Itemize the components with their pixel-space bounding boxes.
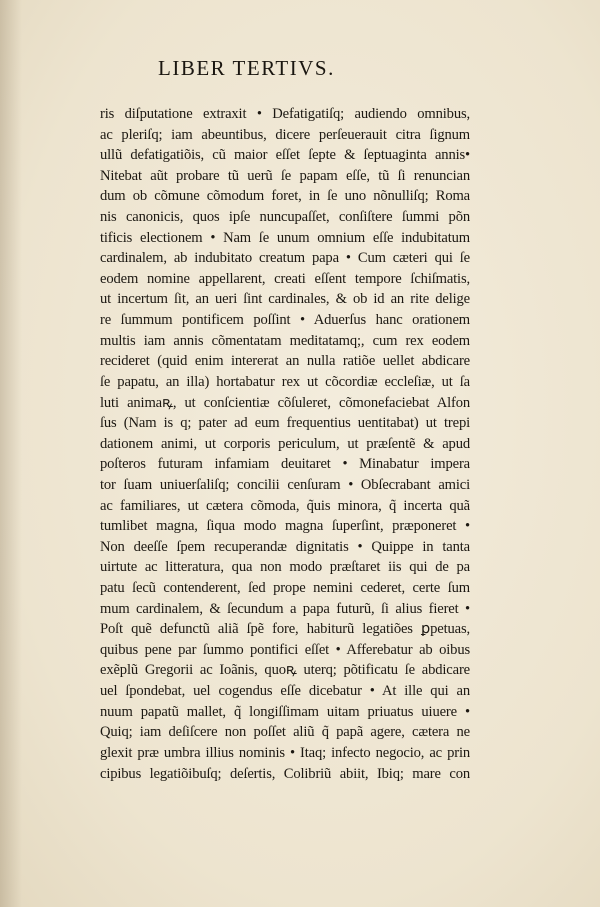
text-line: cardinalem, ab indubitato creatum papa • Cum cæteri qui ſe <box>100 250 470 267</box>
text-line: glexit præ umbra illius nominis • Itaq; infecto negocio, ac prin <box>100 744 470 761</box>
text-line: ullũ defatigatiõis, cũ maior eſſet ſepte & ſeptuaginta annis• <box>100 147 470 164</box>
text-line: tificis electionem • Nam ſe unum omnium eſſe indubitatum <box>100 229 470 246</box>
text-line: ac familiares, ut cætera cõmoda, q̃uis minora, q̃ incerta quã <box>100 497 470 514</box>
text-line: uel ſpondebat, uel cogendus eſſe dicebatur • At ille qui an <box>100 683 470 700</box>
text-line: mum cardinalem, & ſecundum a papa futurũ, ſi alius fieret • <box>100 600 470 617</box>
text-line: nis canonicis, quos ipſe nuncupaſſet, conſiſtere ſummi põn <box>100 209 470 226</box>
text-line: nuum papatũ mallet, q̃ longiſſimam uitam priuatus uiuere • <box>100 703 470 720</box>
text-line: tor ſuam uniuerſaliſq; concilii cenſuram • Obſecrabant amici <box>100 476 470 493</box>
text-line: Poſt quẽ defunctũ aliã ſpẽ fore, habiturũ legatiões ꝑpetuas, <box>100 621 470 638</box>
text-line: recideret (quid enim intererat an nulla ratiõe uellet abdicare <box>100 353 470 370</box>
text-line: tumlibet magna, ſiqua modo magna ſuperſint, præponeret • <box>100 518 470 535</box>
text-line: ris diſputatione extraxit • Defatigatiſq; audiendo omnibus, <box>100 106 470 122</box>
text-line: ut incertum ſit, an ueri ſint cardinales, & ob id an rite delige <box>100 291 470 308</box>
text-line: luti animaꝶ, ut conſcientiæ cõſuleret, cõmonefaciebat Alfon <box>100 394 470 411</box>
text-line: quibus pene par ſummo pontifici eſſet • Afferebatur ab oibus <box>100 641 470 658</box>
text-line: ſe papatu, an illa) hortabatur rex ut cõcordiæ eccleſiæ, ut ſa <box>100 373 470 390</box>
running-head: LIBER TERTIVS. <box>158 56 335 80</box>
text-line: ſus (Nam is q; pater ad eum frequentius uentitabat) ut trepi <box>100 415 470 432</box>
text-line: uirtute ac litteratura, qua non modo præſtaret iis qui de pa <box>100 559 470 576</box>
text-block <box>100 104 470 784</box>
text-line: eodem nomine appellarent, creati eſſent tempore ſchiſmatis, <box>100 270 470 287</box>
text-line: patu ſecũ contenderent, ſed prope nemini cederet, certe ſum <box>100 580 470 597</box>
text-line: poſteros futuram infamiam deuitaret • Minabatur impera <box>100 456 470 473</box>
text-line: exẽplũ Gregorii ac Ioãnis, quoꝶ uterq; põtificatu ſe abdicare <box>100 662 470 679</box>
text-line: dationem animi, ut corporis periculum, ut præſentẽ & apud <box>100 435 470 452</box>
text-line: dum ob cõmune cõmodum foret, in ſe uno nõnulliſq; Roma <box>100 188 470 205</box>
text-line: cipibus legatiõibuſq; deſertis, Colibriũ abiit, Ibiq; mare con <box>100 765 470 782</box>
text-line: Non deeſſe ſpem recuperandæ dignitatis • Quippe in tanta <box>100 538 470 555</box>
text-line: ac pleriſq; iam abeuntibus, dicere perſeuerauit citra ſignum <box>100 126 470 143</box>
text-line: Nitebat aũt probare tũ uerũ ſe papam eſſe, tũ ſi renuncian <box>100 167 470 184</box>
text-line: re ſummum pontificem poſſint • Aduerſus hanc orationem <box>100 312 470 329</box>
text-line: multis iam annis cõmentatam meditatamq;, cum rex eodem <box>100 332 470 349</box>
gutter-shadow <box>0 0 22 907</box>
text-line: Quiq; iam deſiſcere non poſſet aliũ q̃ papã agere, cætera ne <box>100 724 470 741</box>
